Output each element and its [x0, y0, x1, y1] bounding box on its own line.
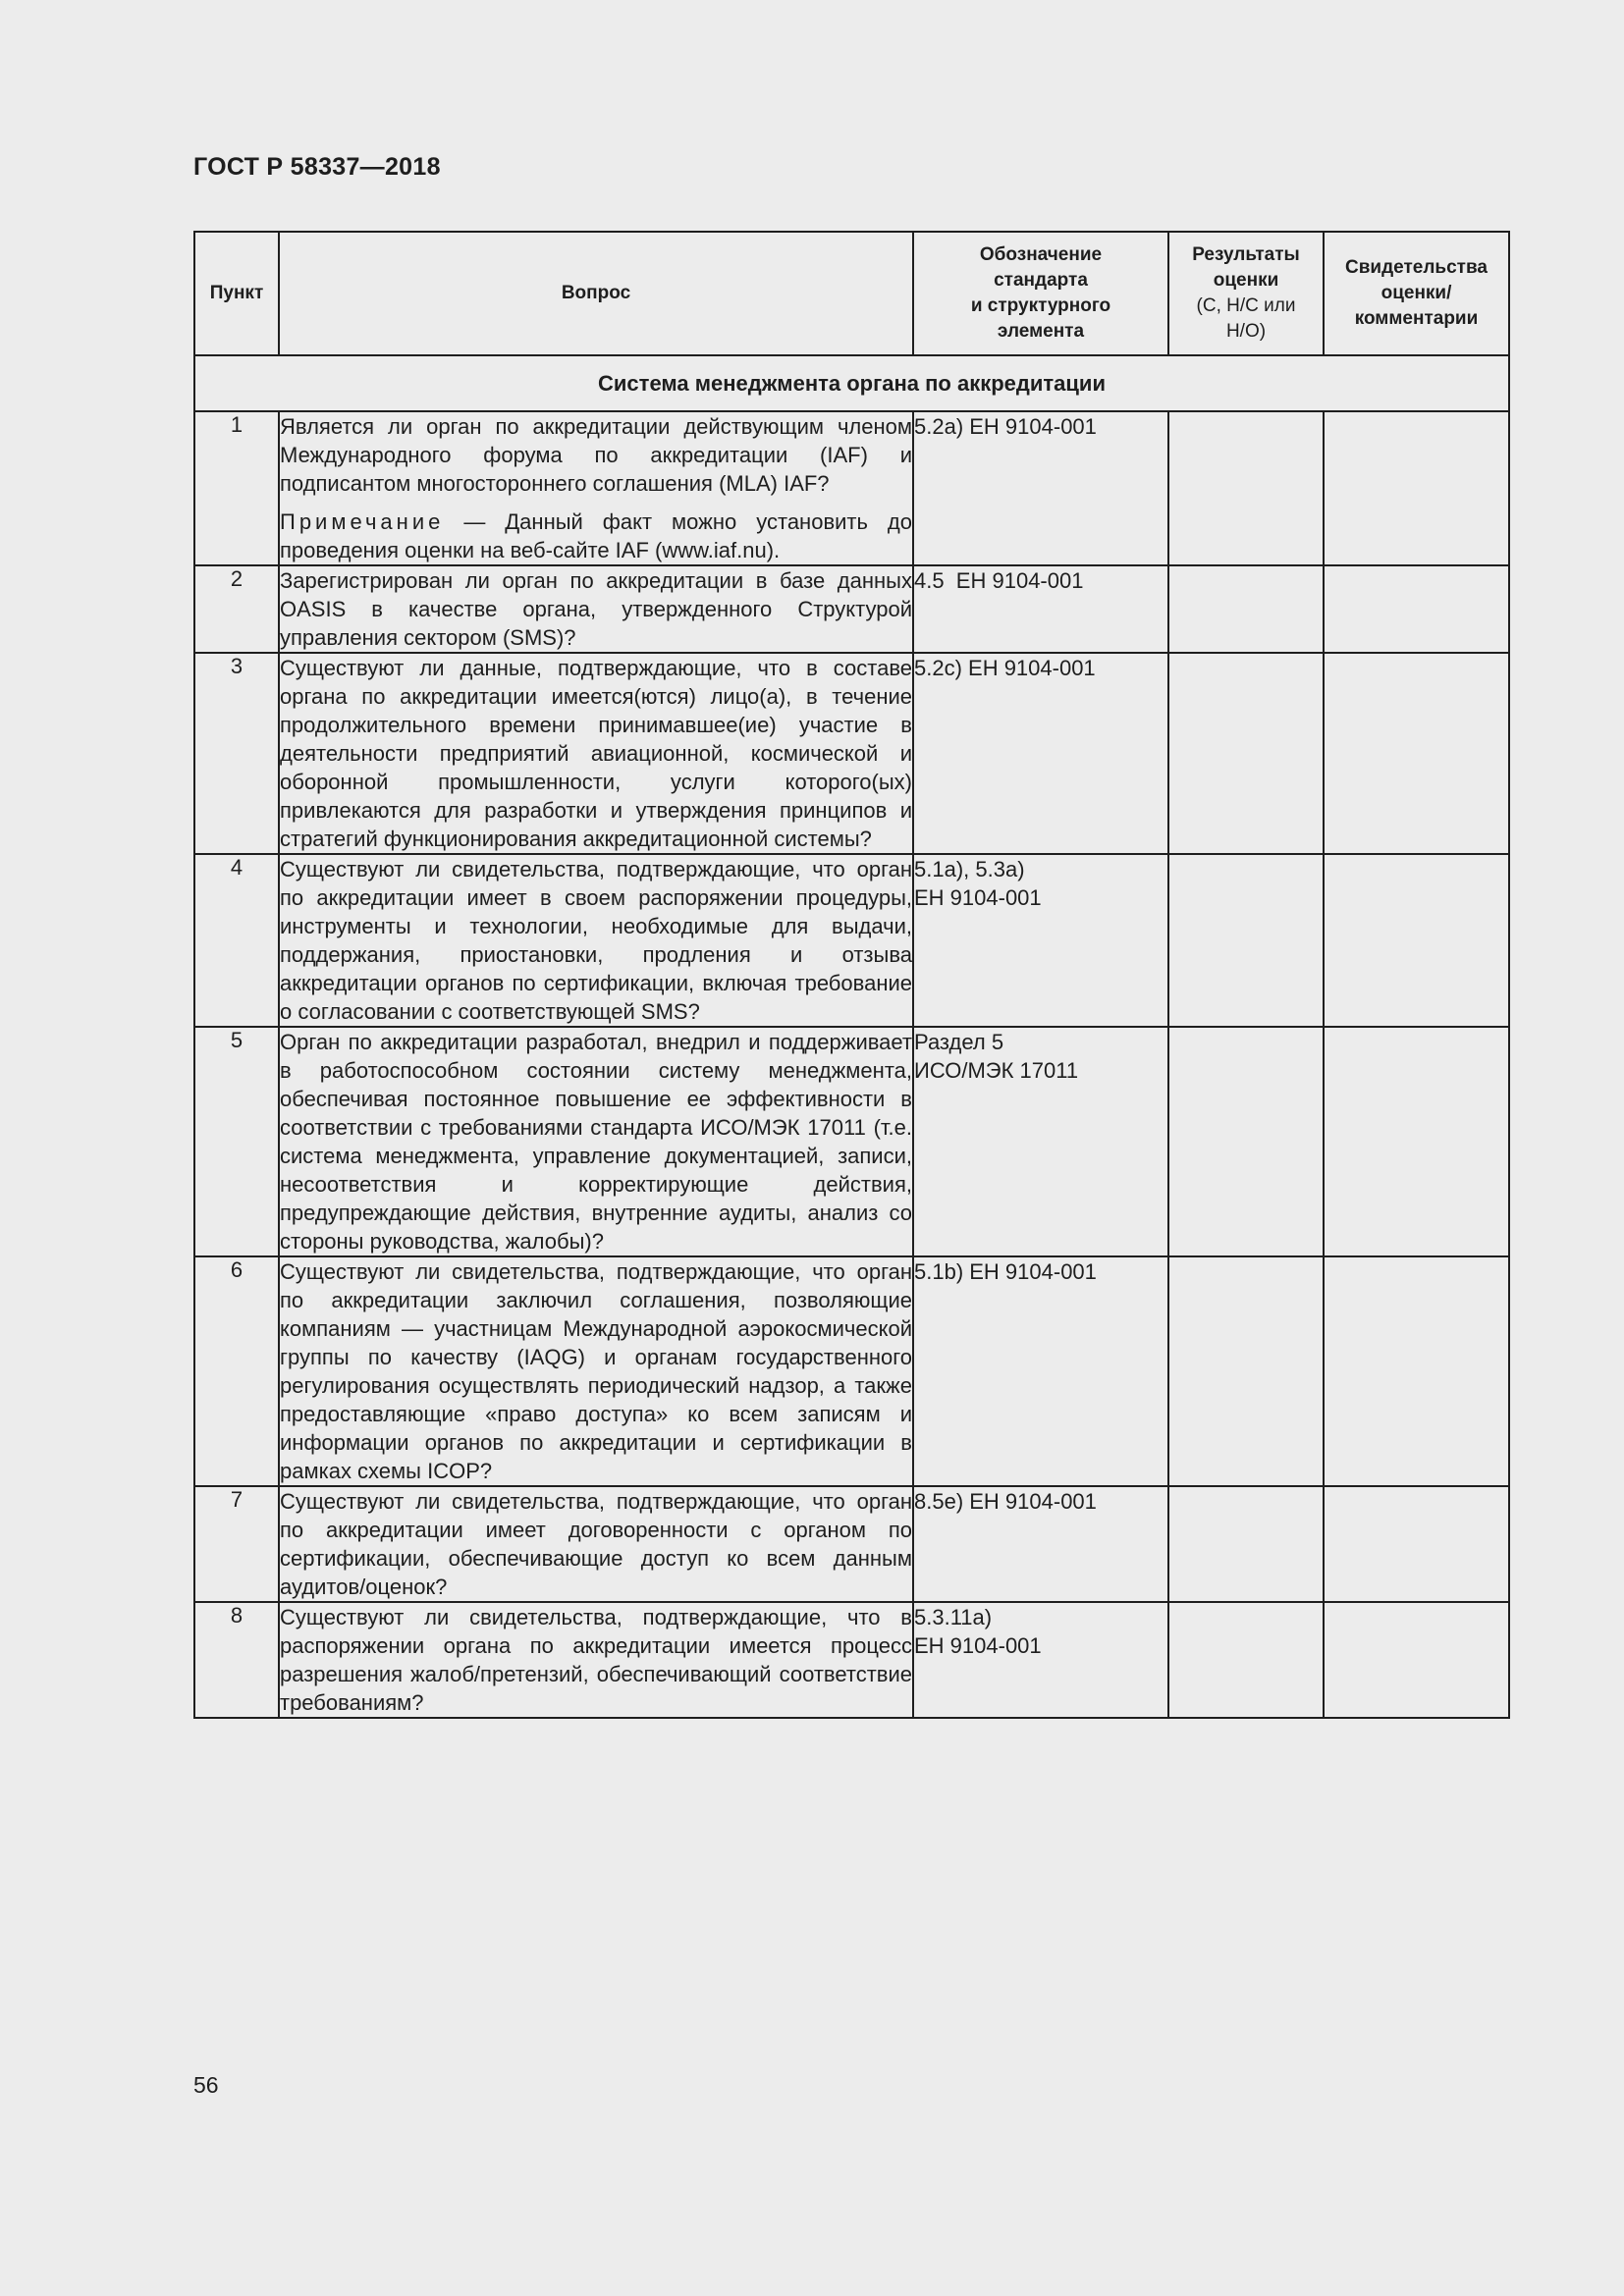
question-text: Существуют ли данные, подтверждающие, что в составе органа по аккредитации имеется(ются) лицо(а), в течение продолжительного времени принимавшее(ие) участие в деятельности предприятий авиационной, космической и оборонной промышленности, услуги которого(ых) привлекаются для разработки и утверждения принципов и стратегий функционирования аккредитационной системы?	[280, 656, 912, 851]
row-number: 3	[194, 653, 279, 854]
table-row	[194, 1486, 1509, 1602]
results-cell	[1168, 411, 1324, 565]
column-header-question: Вопрос	[279, 232, 913, 355]
evidence-cell	[1324, 565, 1509, 653]
section-title: Система менеджмента органа по аккредитации	[194, 355, 1509, 411]
question-text: Является ли орган по аккредитации действующим членом Международного форума по аккредитации (IAF) и подписантом многостороннего соглашения (MLA) IAF?	[280, 414, 912, 496]
results-cell	[1168, 1027, 1324, 1256]
row-number: 1	[194, 411, 279, 565]
question-cell	[279, 854, 913, 1027]
reference-cell: 8.5е) ЕН 9104-001	[913, 1486, 1168, 1602]
evidence-cell	[1324, 653, 1509, 854]
page-number: 56	[193, 2072, 219, 2098]
table-row	[194, 1602, 1509, 1718]
reference-cell: 4.5 ЕН 9104-001	[913, 565, 1168, 653]
reference-cell: 5.2а) ЕН 9104-001	[913, 411, 1168, 565]
row-number: 7	[194, 1486, 279, 1602]
table-row	[194, 1027, 1509, 1256]
evidence-cell	[1324, 1256, 1509, 1486]
row-number: 5	[194, 1027, 279, 1256]
column-header-reference: Обозначение стандарта и структурного элемента	[913, 232, 1168, 355]
results-cell	[1168, 854, 1324, 1027]
question-cell	[279, 1256, 913, 1486]
reference-cell: 5.1а), 5.3а) ЕН 9104-001	[913, 854, 1168, 1027]
row-number: 2	[194, 565, 279, 653]
question-cell	[279, 1602, 913, 1718]
results-cell	[1168, 565, 1324, 653]
section-row	[194, 355, 1509, 411]
results-cell	[1168, 1602, 1324, 1718]
note-label: Примечание	[280, 509, 445, 534]
table-row	[194, 411, 1509, 565]
results-cell	[1168, 1486, 1324, 1602]
column-header-num: Пункт	[194, 232, 279, 355]
question-cell	[279, 653, 913, 854]
results-cell	[1168, 653, 1324, 854]
evidence-cell	[1324, 1027, 1509, 1256]
question-cell	[279, 1027, 913, 1256]
table-row	[194, 653, 1509, 854]
table-row	[194, 1256, 1509, 1486]
question-text: Зарегистрирован ли орган по аккредитации в базе данных OASIS в качестве органа, утвержденного Структурой управления сектором (SMS)?	[280, 568, 912, 650]
table-row	[194, 565, 1509, 653]
row-number: 8	[194, 1602, 279, 1718]
note-text: Примечание — Данный факт можно установить до проведения оценки на веб-сайте IAF (www.iaf.nu).	[280, 509, 912, 562]
table-header-row	[194, 232, 1509, 355]
reference-cell: 5.1b) ЕН 9104-001	[913, 1256, 1168, 1486]
question-text: Существуют ли свидетельства, подтверждающие, что орган по аккредитации заключил соглашения, позволяющие компаниям — участницам Международной аэрокосмической группы по качеству (IAQG) и органам государственного регулирования осуществлять периодический надзор, а также предоставляющие «право доступа» ко всем записям и информации органов по аккредитации и сертификации в рамках схемы ICOP?	[280, 1259, 912, 1483]
assessment-checklist-table	[193, 231, 1510, 1719]
column-header-evidence: Свидетельства оценки/ комментарии	[1324, 232, 1509, 355]
reference-cell: 5.3.11а) ЕН 9104-001	[913, 1602, 1168, 1718]
results-cell	[1168, 1256, 1324, 1486]
evidence-cell	[1324, 1486, 1509, 1602]
reference-cell: Раздел 5 ИСО/МЭК 17011	[913, 1027, 1168, 1256]
question-cell	[279, 565, 913, 653]
table-row	[194, 854, 1509, 1027]
row-number: 4	[194, 854, 279, 1027]
question-text: Существуют ли свидетельства, подтверждающие, что орган по аккредитации имеет договоренности с органом по сертификации, обеспечивающие доступ ко всем данным аудитов/оценок?	[280, 1489, 912, 1599]
evidence-cell	[1324, 411, 1509, 565]
document-code: ГОСТ Р 58337—2018	[193, 153, 441, 181]
evidence-cell	[1324, 854, 1509, 1027]
column-header-results: Результаты оценки (С, Н/С или Н/О)	[1168, 232, 1324, 355]
question-text: Существуют ли свидетельства, подтверждающие, что в распоряжении органа по аккредитации имеется процесс разрешения жалоб/претензий, обеспечивающий соответствие требованиям?	[280, 1605, 912, 1715]
evidence-cell	[1324, 1602, 1509, 1718]
reference-cell: 5.2с) ЕН 9104-001	[913, 653, 1168, 854]
question-text: Существуют ли свидетельства, подтверждающие, что орган по аккредитации имеет в своем распоряжении процедуры, инструменты и технологии, необходимые для выдачи, поддержания, приостановки, продления и отзыва аккредитации органов по сертификации, включая требование о согласовании с соответствующей SMS?	[280, 857, 912, 1024]
question-cell	[279, 411, 913, 565]
row-number: 6	[194, 1256, 279, 1486]
question-cell	[279, 1486, 913, 1602]
question-text: Орган по аккредитации разработал, внедрил и поддерживает в работоспособном состоянии систему менеджмента, обеспечивая постоянное повышение ее эффективности в соответствии с требованиями стандарта ИСО/МЭК 17011 (т.е. система менеджмента, управление документацией, записи, несоответствия и корректирующие действия, предупреждающие действия, внутренние аудиты, анализ со стороны руководства, жалобы)?	[280, 1030, 912, 1254]
